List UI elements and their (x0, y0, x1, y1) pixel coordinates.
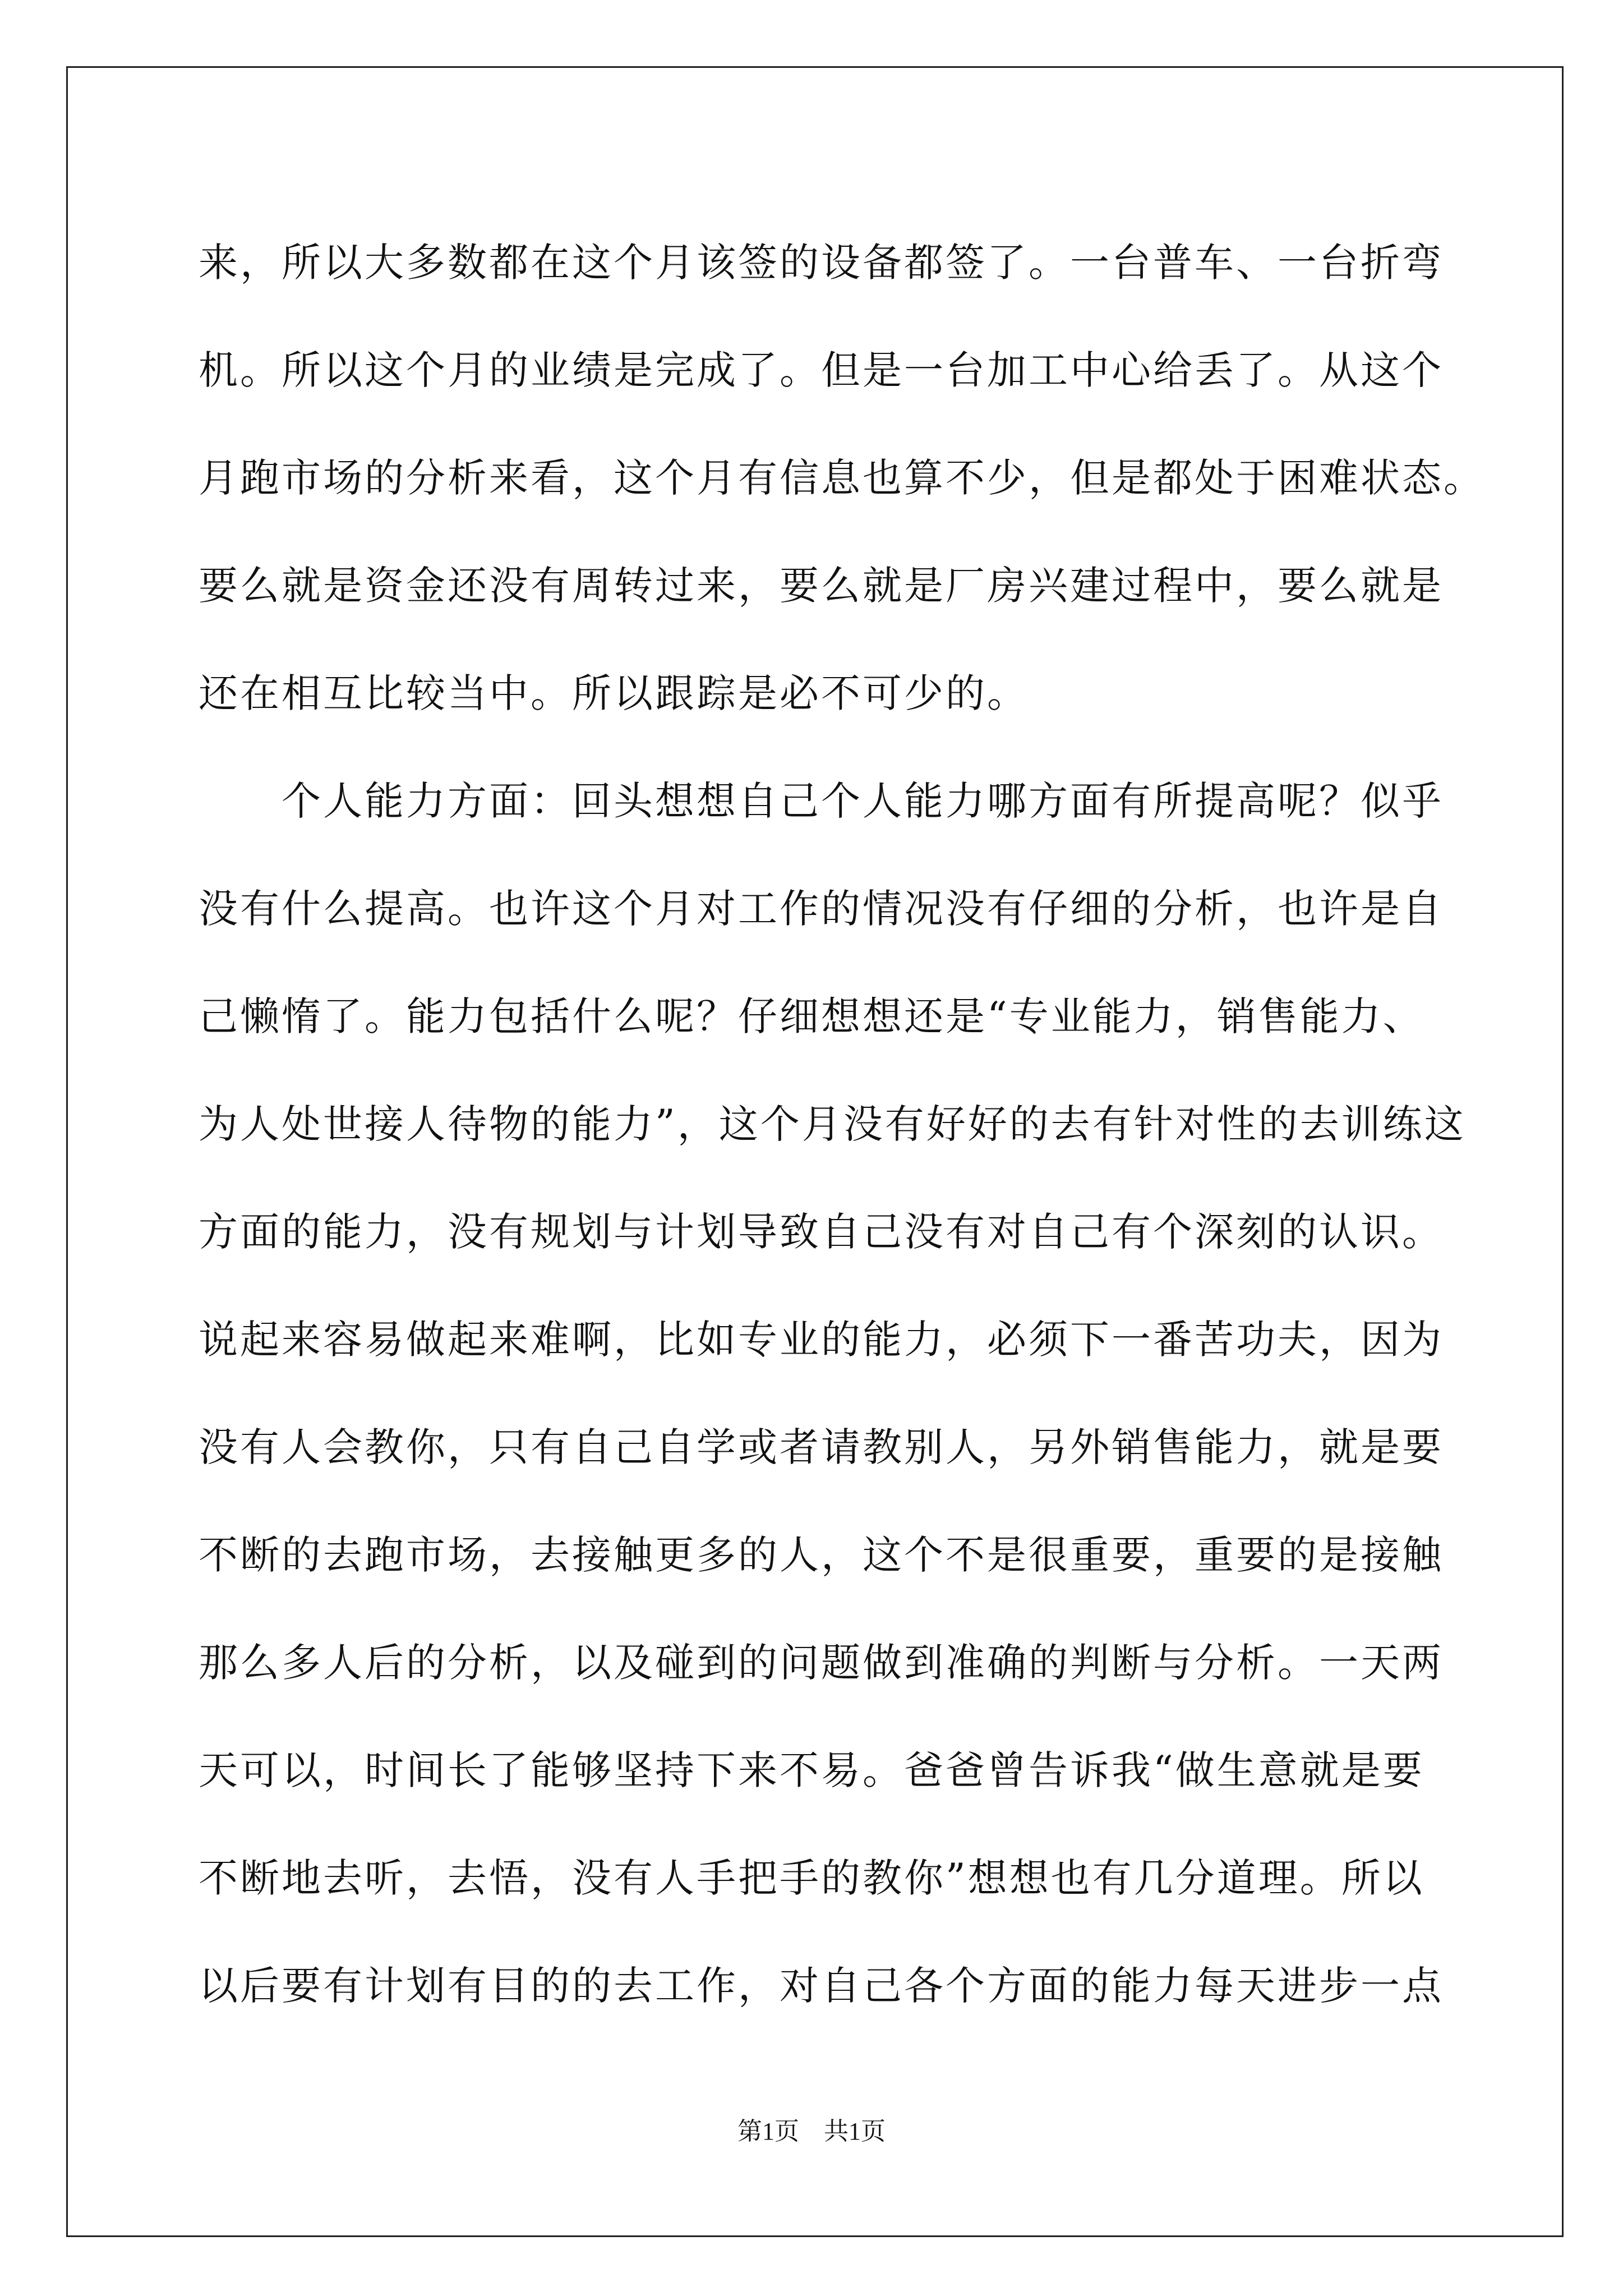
text-line: 没有人会教你，只有自己自学或者请教别人，另外销售能力，就是要 (199, 1424, 1444, 1470)
text-line: 不断的去跑市场，去接触更多的人，这个不是很重要，重要的是接触 (199, 1532, 1444, 1578)
document-body (199, 209, 1485, 2040)
page-number: 第1页 共1页 (737, 2118, 886, 2145)
text-line: 以后要有计划有目的的去工作，对自己各个方面的能力每天进步一点 (199, 1963, 1444, 2009)
text-line: 没有什么提高。也许这个月对工作的情况没有仔细的分析，也许是自 (199, 886, 1444, 932)
text-line: 方面的能力，没有规划与计划导致自己没有对自己有个深刻的认识。 (199, 1209, 1444, 1255)
text-line: 要么就是资金还没有周转过来，要么就是厂房兴建过程中，要么就是 (199, 563, 1444, 609)
text-line: 不断地去听，去悟，没有人手把手的教你”想想也有几分道理。所以 (199, 1855, 1424, 1901)
text-line: 机。所以这个月的业绩是完成了。但是一台加工中心给丢了。从这个 (199, 347, 1444, 393)
text-line: 来，所以大多数都在这个月该签的设备都签了。一台普车、一台折弯 (199, 240, 1444, 286)
text-line: 说起来容易做起来难啊，比如专业的能力，必须下一番苦功夫，因为 (199, 1317, 1444, 1363)
text-line: 月跑市场的分析来看，这个月有信息也算不少，但是都处于困难状态。 (199, 455, 1485, 501)
text-line: 还在相互比较当中。所以跟踪是必不可少的。 (199, 670, 1029, 716)
text-line: 天可以，时间长了能够坚持下来不易。爸爸曾告诉我“做生意就是要 (199, 1747, 1424, 1793)
text-line: 为人处世接人待物的能力”，这个月没有好好的去有针对性的去训练这 (199, 1101, 1466, 1147)
text-line: 己懒惰了。能力包括什么呢？仔细想想还是“专业能力，销售能力、 (199, 993, 1424, 1039)
text-line: 那么多人后的分析，以及碰到的问题做到准确的判断与分析。一天两 (199, 1640, 1444, 1686)
text-line: 个人能力方面：回头想想自己个人能力哪方面有所提高呢？似乎 (199, 778, 1444, 824)
